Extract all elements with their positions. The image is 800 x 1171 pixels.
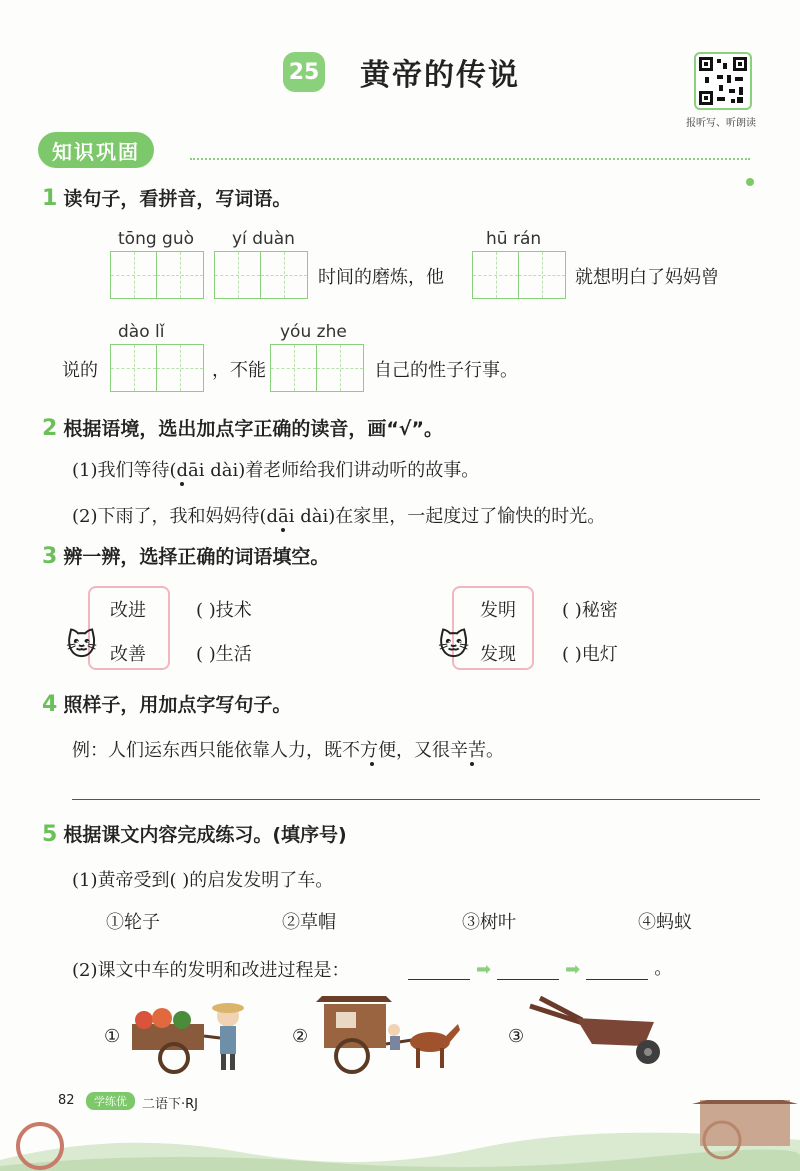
question-number: 1 — [42, 186, 58, 211]
picture-label: ② — [292, 1026, 309, 1047]
wheelbarrow-illustration — [526, 994, 670, 1074]
sentence-end: 。 — [654, 958, 673, 979]
question-prompt: 照样子，用加点字写句子。 — [63, 694, 292, 716]
cat-icon: 🐱 — [66, 628, 98, 663]
sentence-text: ，不能 — [212, 360, 266, 381]
option-item: ①轮子 — [106, 912, 160, 933]
answer-line[interactable] — [72, 799, 760, 800]
answer-blank[interactable] — [586, 959, 648, 980]
fill-blank[interactable]: ( )电灯 — [562, 644, 618, 665]
lesson-number-badge: 25 — [283, 52, 325, 92]
example-sentence: 例：人们运东西只能依靠人力，既不方便，又很辛苦。 — [72, 740, 504, 761]
question-1-heading — [42, 184, 291, 211]
sentence-text: 时间的磨炼，他 — [318, 267, 444, 288]
question-prompt: 读句子，看拼音，写词语。 — [63, 188, 292, 210]
page-number: 82 — [58, 1093, 75, 1108]
pinyin-label: yóu zhe — [280, 322, 347, 342]
question-4-heading — [42, 690, 291, 717]
word-option: 发现 — [480, 644, 516, 665]
question-3-heading — [42, 542, 329, 569]
word-option: 改善 — [110, 644, 146, 665]
writing-grid[interactable] — [270, 344, 364, 392]
question-2-heading — [42, 414, 443, 441]
banner-dotted-line — [190, 158, 750, 160]
writing-grid[interactable] — [472, 251, 566, 299]
pinyin-label: hū rán — [486, 229, 542, 249]
cat-icon: 🐱 — [438, 628, 470, 663]
series-label: 二语下·RJ — [142, 1097, 198, 1112]
arrow-right-icon: ➡ — [476, 959, 492, 980]
emphasis-dot — [180, 482, 184, 486]
answer-blank[interactable] — [497, 959, 559, 980]
question-prompt: 辨一辨，选择正确的词语填空。 — [63, 546, 330, 568]
emphasis-dot — [281, 528, 285, 532]
fill-blank[interactable]: ( )秘密 — [562, 600, 618, 621]
page-title: 黄帝的传说 — [360, 58, 520, 93]
pinyin-label: yí duàn — [232, 229, 295, 249]
fill-blank[interactable]: ( )生活 — [196, 644, 252, 665]
option-item: ③树叶 — [462, 912, 516, 933]
banner-dot — [746, 178, 754, 186]
writing-grid[interactable] — [214, 251, 308, 299]
pinyin-label: tōng guò — [118, 229, 195, 249]
horse-carriage-illustration — [312, 994, 462, 1078]
writing-grid[interactable] — [110, 251, 204, 299]
picture-label: ① — [104, 1026, 121, 1047]
question-number: 4 — [42, 692, 58, 717]
emphasis-dot — [370, 762, 374, 766]
question-number: 2 — [42, 416, 58, 441]
section-banner: 知识巩固 — [38, 132, 154, 168]
sentence-text: 自己的性子行事。 — [374, 360, 518, 381]
option-item: ④蚂蚁 — [638, 912, 692, 933]
writing-grid[interactable] — [110, 344, 204, 392]
sentence-text: 就想明白了妈妈曾 — [575, 267, 719, 288]
handcart-illustration — [124, 996, 250, 1076]
question-number: 5 — [42, 822, 58, 847]
sentence-text: 说的 — [62, 360, 98, 381]
emphasis-dot — [470, 762, 474, 766]
qr-code-icon[interactable] — [694, 52, 752, 110]
picture-label: ③ — [508, 1026, 525, 1047]
question-item: (2)课文中车的发明和改进过程是： — [72, 960, 350, 981]
word-option: 发明 — [480, 600, 516, 621]
option-item: ②草帽 — [282, 912, 336, 933]
question-5-heading — [42, 820, 347, 847]
word-option: 改进 — [110, 600, 146, 621]
qr-caption: 报听写、听朗读 — [686, 118, 756, 129]
brand-badge: 学练优 — [86, 1092, 135, 1110]
question-prompt: 根据语境，选出加点字正确的读音，画“√”。 — [63, 418, 443, 440]
question-item[interactable]: (1)黄帝受到( )的启发发明了车。 — [72, 870, 334, 891]
question-item[interactable]: (1)我们等待(dāi dài)着老师给我们讲动听的故事。 — [72, 460, 480, 481]
sequence-blanks — [408, 954, 672, 980]
answer-blank[interactable] — [408, 959, 470, 980]
arrow-right-icon: ➡ — [565, 959, 581, 980]
fill-blank[interactable]: ( )技术 — [196, 600, 252, 621]
question-prompt: 根据课文内容完成练习。(填序号) — [63, 824, 347, 846]
question-item[interactable]: (2)下雨了，我和妈妈待(dāi dài)在家里，一起度过了愉快的时光。 — [72, 506, 606, 527]
pinyin-label: dào lǐ — [118, 322, 165, 342]
question-number: 3 — [42, 544, 58, 569]
landscape-footer-illustration — [0, 1100, 800, 1171]
